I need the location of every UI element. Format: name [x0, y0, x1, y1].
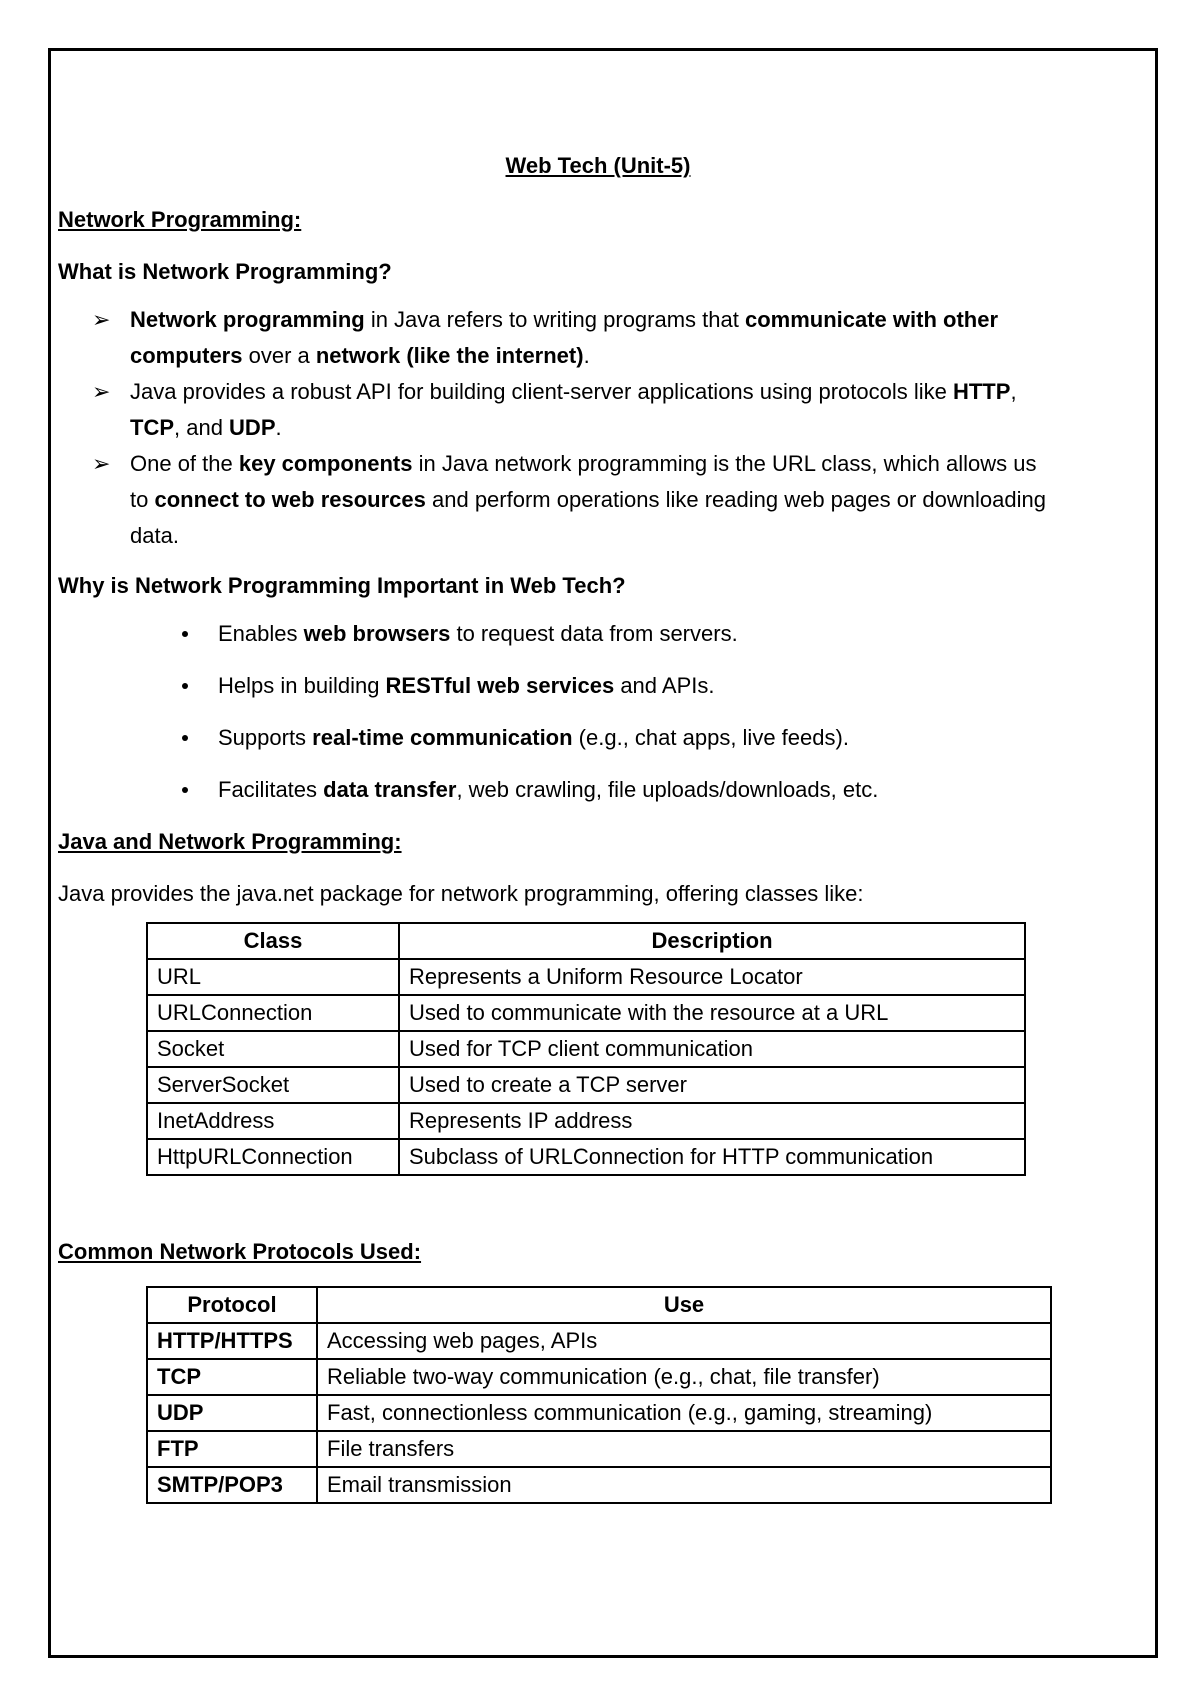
classes-table [146, 922, 1026, 1176]
document-body [58, 148, 1058, 1504]
text-run: Facilitates [218, 777, 324, 802]
bold-text: web browsers [303, 621, 451, 646]
table-cell-key: InetAddress [147, 1103, 399, 1139]
bold-text: communicate with other computers [130, 307, 999, 368]
table-cell-value: Used for TCP client communication [399, 1031, 1025, 1067]
protocols-table [146, 1286, 1052, 1504]
table-cell-key: TCP [147, 1359, 317, 1395]
text-run: Supports [218, 725, 313, 750]
table-cell-value: Fast, connectionless communication (e.g., gaming, streaming) [317, 1395, 1051, 1431]
table-row [147, 1067, 1025, 1103]
question-why-important: Why is Network Programming Important in Web Tech? [58, 573, 626, 598]
bold-text: key components [238, 451, 413, 476]
bold-text: TCP [130, 415, 174, 440]
table-cell-value: File transfers [317, 1431, 1051, 1467]
table-cell-key: HttpURLConnection [147, 1139, 399, 1175]
table-cell-value: Email transmission [317, 1467, 1051, 1503]
table-row [147, 1139, 1025, 1175]
table-cell-value: Represents a Uniform Resource Locator [399, 959, 1025, 995]
text-run: , web crawling, file uploads/downloads, etc. [456, 777, 879, 802]
table-cell-key: ServerSocket [147, 1067, 399, 1103]
column-header-protocol: Protocol [147, 1287, 317, 1323]
arrow-bullet-icon: ➢ [92, 379, 111, 404]
table-cell-value: Used to create a TCP server [399, 1067, 1025, 1103]
text-run: over a [242, 343, 316, 368]
table-header-row [147, 1287, 1051, 1323]
table-cell-key: URL [147, 959, 399, 995]
table-header-row [147, 923, 1025, 959]
column-header-use: Use [317, 1287, 1051, 1323]
list-item [218, 720, 1058, 756]
table-cell-key: Socket [147, 1031, 399, 1067]
text-run: in Java network programming is the URL class, which allows us to [130, 451, 1037, 512]
table-cell-key: FTP [147, 1431, 317, 1467]
text-run: and perform operations like reading web pages or downloading data. [130, 487, 1046, 548]
bold-text: RESTful web services [385, 673, 615, 698]
list-item [218, 772, 1058, 808]
table-row [147, 959, 1025, 995]
table-cell-value: Subclass of URLConnection for HTTP communication [399, 1139, 1025, 1175]
bold-text: data transfer [323, 777, 457, 802]
table-row [147, 1431, 1051, 1467]
list-item [218, 616, 1058, 652]
column-header-description: Description [399, 923, 1025, 959]
bold-text: HTTP [952, 379, 1011, 404]
table-row [147, 1031, 1025, 1067]
table-cell-value: Accessing web pages, APIs [317, 1323, 1051, 1359]
text-run: Java provides a robust API for building client-server applications using protocols like [130, 379, 953, 404]
table-cell-key: UDP [147, 1395, 317, 1431]
definition-list [58, 302, 1058, 554]
section-heading-java-network: Java and Network Programming: [58, 829, 402, 854]
question-what-is: What is Network Programming? [58, 259, 392, 284]
table-row [147, 995, 1025, 1031]
table-cell-key: HTTP/HTTPS [147, 1323, 317, 1359]
bold-text: Network programming [130, 307, 365, 332]
text-run: , [1010, 379, 1017, 404]
text-run: in Java refers to writing programs that [364, 307, 745, 332]
arrow-bullet-icon: ➢ [92, 451, 111, 476]
section-heading-network-programming: Network Programming: [58, 207, 302, 232]
table-cell-value: Reliable two-way communication (e.g., chat, file transfer) [317, 1359, 1051, 1395]
text-run: . [275, 415, 282, 440]
table-row [147, 1359, 1051, 1395]
section-heading-protocols: Common Network Protocols Used: [58, 1239, 422, 1264]
table-cell-key: URLConnection [147, 995, 399, 1031]
bold-text: real-time communication [312, 725, 573, 750]
bold-text: connect to web resources [154, 487, 426, 512]
importance-list [58, 616, 1058, 808]
text-run: Helps in building [218, 673, 386, 698]
table-cell-value: Represents IP address [399, 1103, 1025, 1139]
arrow-bullet-icon: ➢ [92, 307, 111, 332]
list-item [92, 302, 1058, 374]
table-cell-value: Used to communicate with the resource at a URL [399, 995, 1025, 1031]
document-title: Web Tech (Unit-5) [505, 153, 691, 178]
list-item [92, 446, 1058, 554]
table-row [147, 1323, 1051, 1359]
bold-text: network (like the internet) [315, 343, 584, 368]
text-run: . [583, 343, 590, 368]
column-header-class: Class [147, 923, 399, 959]
text-run: and APIs. [614, 673, 715, 698]
text-run: , and [174, 415, 230, 440]
table-row [147, 1467, 1051, 1503]
text-run: One of the [130, 451, 239, 476]
table-cell-key: SMTP/POP3 [147, 1467, 317, 1503]
list-item [92, 374, 1058, 446]
table-row [147, 1103, 1025, 1139]
text-run: to request data from servers. [450, 621, 738, 646]
text-run: (e.g., chat apps, live feeds). [572, 725, 849, 750]
bold-text: UDP [229, 415, 276, 440]
text-run: Enables [218, 621, 304, 646]
list-item [218, 668, 1058, 704]
table-row [147, 1395, 1051, 1431]
java-net-intro: Java provides the java.net package for network programming, offering classes like: [58, 881, 864, 906]
